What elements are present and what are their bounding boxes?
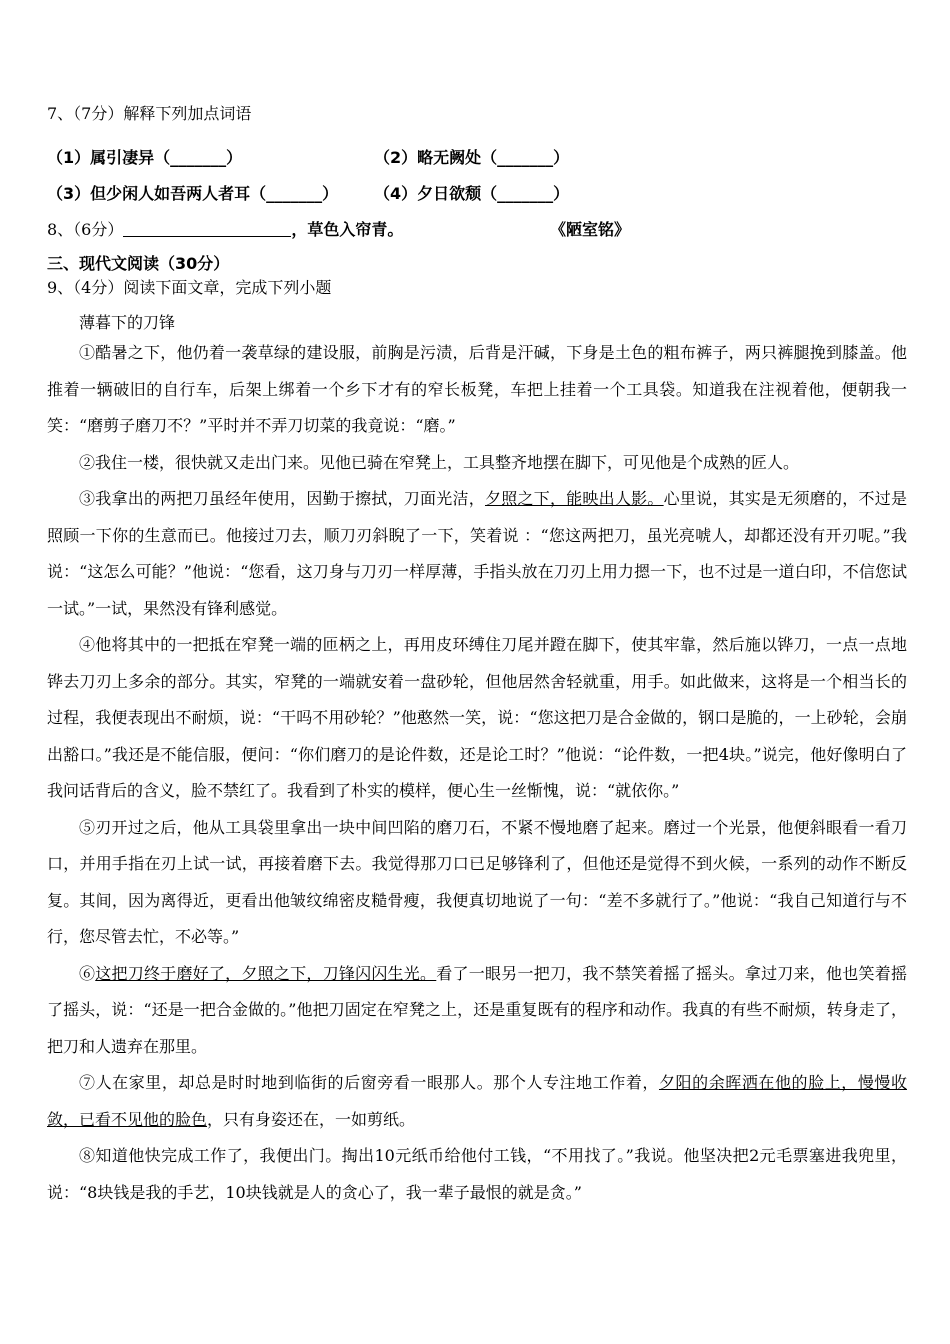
paragraph-4: ④他将其中的一把抵在窄凳一端的匝柄之上，再用皮环缚住刀尾并蹬在脚下，使其牢靠，然后施以铧刀，一点一点地铧去刀刃上多余的部分。其实，窄凳的一端就安着一盘砂轮，但他居然舍轻就重，用手。如此做来，这将是一个相当长的过程，我便表现出不耐烦，说：“干吗不用砂轮？”他憨然一笑，说：“您这把刀是合金做的，钢口是脆的，一上砂轮，会崩出豁口。”我还是不能信服，便问：“你们磨刀的是论件数，还是论工时？”他说：“论件数，一把4块。”说完，他好像明白了我问话背后的含义，脸不禁红了。我看到了朴实的模样，便心生一丝惭愧，说：“就依你。” [47, 635, 907, 800]
paragraph-3-underlined: 夕照之下，能映出人影。 [484, 489, 664, 508]
paragraph-1: ①酷暑之下，他仍着一袭草绿的建设服，前胸是污渍，后背是汗碱，下身是土色的粗布裤子，两只裤腿挽到膝盖。他推着一辆破旧的自行车，后架上绑着一个乡下才有的窄长板凳，车把上挂着一个工具袋。知道我在注视着他，便朝我一笑：“磨剪子磨刀不？”平时并不弄刀切菜的我竟说：“磨。” [47, 343, 907, 435]
q7-item-1: （1）属引凄异（_______） [47, 148, 243, 167]
q7-stem-text: 7、（7分）解释下列加点词语 [47, 104, 252, 123]
paragraph-7 [47, 1065, 907, 1138]
q8-answer-blank[interactable] [123, 220, 291, 237]
paragraph-7-start: ⑦人在家里，却总是时时地到临街的后窗旁看一眼那人。那个人专注地工作着， [79, 1073, 659, 1092]
q8-source: 《陋室铭》 [550, 220, 631, 239]
paragraph-7-rest: ，只有身姿还在，一如剪纸。 [207, 1109, 416, 1129]
q8-prefix: 8、（6分） [47, 220, 124, 239]
paragraph-8: ⑧知道他快完成工作了，我便出门。掏出10元纸币给他付工钱，“不用找了。”我说。他坚决把2元毛票塞进我兜里，说：“8块钱是我的手艺，10块钱就是人的贪心了，我一辈子最恨的就是贪。” [47, 1146, 907, 1202]
q8-line [47, 220, 403, 240]
q7-item-3: （3）但少闲人如吾两人者耳（_______） [47, 184, 339, 203]
q7-item-2: （2）略无阙处（_______） [374, 148, 570, 167]
paragraph-2: ②我住一楼，很快就又走出门来。见他已骑在窄凳上，工具整齐地摆在脚下，可见他是个成熟的匠人。 [79, 452, 800, 472]
q9-stem: 9、（4分）阅读下面文章，完成下列小题 [47, 278, 332, 297]
paragraph-6 [47, 956, 907, 1066]
article-title: 薄暮下的刀锋 [79, 313, 176, 332]
paragraph-6-underlined: 这把刀终于磨好了，夕照之下，刀锋闪闪生光。 [95, 963, 437, 983]
paragraph-3 [47, 481, 907, 627]
article-body [47, 335, 907, 1211]
paragraph-6-number: ⑥ [79, 963, 96, 983]
q7-stem [47, 104, 251, 124]
paragraph-3-rest: 心里说，其实是无须磨的，不过是照顾一下你的生意而已。他接过刀去，顺刀刃斜睨了一下，笑着说 ：“您这两把刀，虽光亮唬人，却都还没有开刃呢。”我说：“这怎么可能？”他说：“您看，这刀身与刀刃一样厚薄，手指头放在刀刃上用力摁一下，也不过是一道白印，不信您试一试。”一试，果然没有锋利感觉。 [47, 489, 907, 618]
q7-item-4: （4）夕日欲颓（_______） [374, 184, 570, 203]
q8-suffix: ，草色入帘青。 [291, 220, 404, 239]
paragraph-5: ⑤刃开过之后，他从工具袋里拿出一块中间凹陷的磨刀石，不紧不慢地磨了起来。磨过一个光景，他便斜眼看一看刀口，并用手指在刃上试一试，再接着磨下去。我觉得那刀口已足够锋利了，但他还是觉得不到火候，一系列的动作不断反复。其间，因为离得近，更看出他皱纹绵密皮糙骨瘦，我便真切地说了一句：“差不多就行了。”他说：“我自己知道行与不行，您尽管去忙，不必等。” [47, 817, 907, 946]
paragraph-7-underlined: 夕阳的余晖洒在他的脸上，慢慢收敛，已看不见他的脸色 [47, 1073, 907, 1129]
paragraph-3-start: ③我拿出的两把刀虽经年使用，因勤于擦拭，刀面光洁， [79, 489, 485, 508]
paragraph-6-rest: 看了一眼另一把刀，我不禁笑着摇了摇头。拿过刀来，他也笑着摇了摇头，说：“还是一把合金做的。”他把刀固定在窄凳之上，还是重复既有的程序和动作。我真的有些不耐烦，转身走了，把刀和人遗弃在那里。 [47, 963, 907, 1056]
section-3-title: 三、现代文阅读（30分） [47, 254, 230, 273]
